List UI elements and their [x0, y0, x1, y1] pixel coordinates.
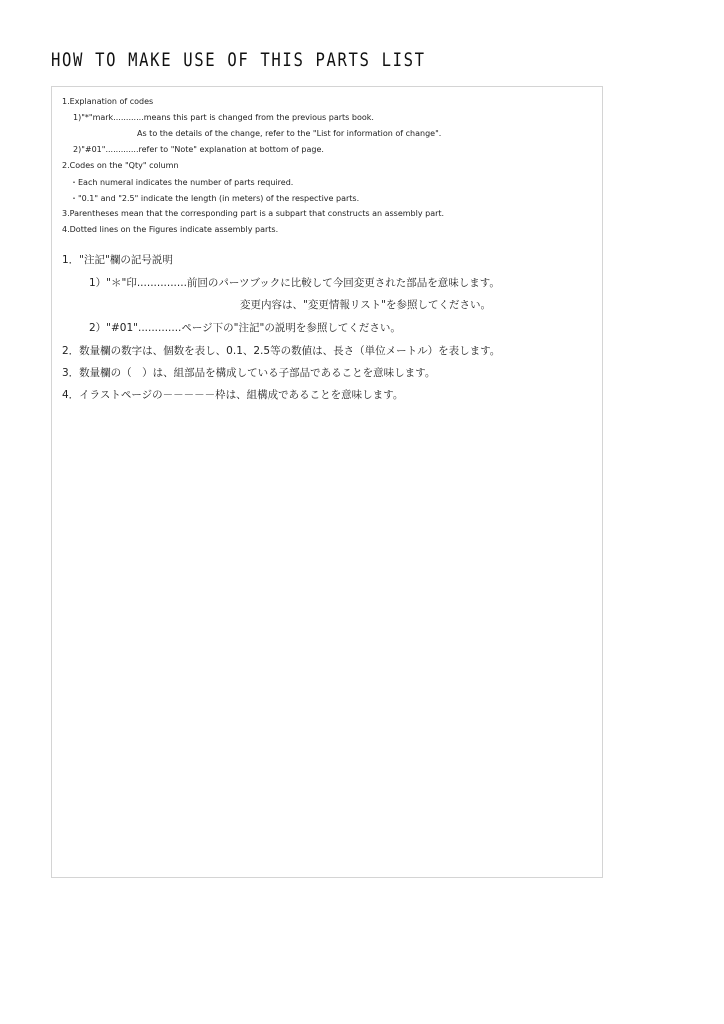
qty-length-line: ・"0.1" and "2.5" indicate the length (in meters) of the respective parts.: [70, 194, 360, 203]
jp-note-code-line: 2）"#01".............ページ下の"注記"の説明を参照してください。: [89, 322, 401, 334]
dotted-lines-line: 4.Dotted lines on the Figures indicate assembly parts.: [62, 225, 279, 234]
asterisk-mark-line: 1)"*"mark............means this part is changed from the previous parts book.: [73, 113, 374, 122]
qty-numeral-line: ・Each numeral indicates the number of parts required.: [70, 178, 294, 187]
jp-asterisk-mark-line: 1）"＊"印...............前回のパーツブックに比較して今回変更された部品を意味します。: [89, 277, 500, 289]
page-title: HOW TO MAKE USE OF THIS PARTS LIST: [51, 49, 426, 71]
jp-parentheses-line: 3．数量欄の（ ）は、組部品を構成している子部品であることを意味します。: [62, 367, 436, 379]
jp-change-details-line: 変更内容は、"変更情報リスト"を参照してください。: [240, 299, 491, 311]
jp-dotted-lines-line: 4．イラストページの－－－－－枠は、組構成であることを意味します。: [62, 389, 404, 401]
parentheses-line: 3.Parentheses mean that the corresponding part is a subpart that constructs an assembly part.: [62, 209, 445, 218]
qty-codes-heading: 2.Codes on the "Qty" column: [62, 161, 179, 170]
explanation-heading: 1.Explanation of codes: [62, 97, 154, 106]
jp-explanation-heading: 1．"注記"欄の記号説明: [62, 254, 173, 266]
note-code-line: 2)"#01".............refer to "Note" explanation at bottom of page.: [73, 145, 324, 154]
jp-qty-line: 2．数量欄の数字は、個数を表し、0.1、2.5等の数値は、長さ（単位メートル）を表します。: [62, 345, 501, 357]
change-details-line: As to the details of the change, refer to the "List for information of change".: [137, 129, 442, 138]
content-frame: [51, 86, 603, 878]
